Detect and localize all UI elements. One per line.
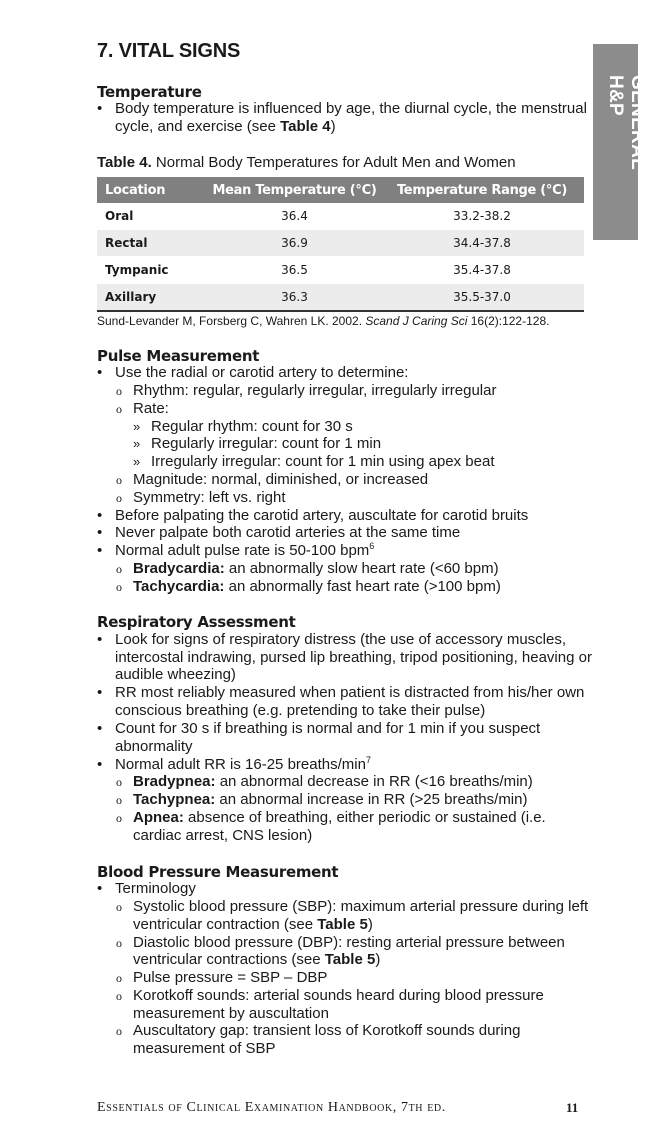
sub-bullet-marker: o <box>116 971 122 985</box>
resp-line: RR most reliably measured when patient is distracted from his/her own <box>115 684 585 701</box>
term: Bradypnea: <box>133 773 216 790</box>
pulse-line: Irregularly irregular: count for 1 min using apex beat <box>151 453 495 470</box>
bullet-marker: • <box>97 524 103 541</box>
table-cell: 33.2-38.2 <box>380 203 584 230</box>
bp-line: Terminology <box>115 880 196 897</box>
resp-line: Bradypnea: an abnormal decrease in RR (<16 breaths/min) <box>133 773 533 790</box>
table-cell: 36.9 <box>209 230 380 257</box>
table-row <box>97 284 584 312</box>
pulse-heading: Pulse Measurement <box>97 347 260 365</box>
pulse-line: Rate: <box>133 400 169 417</box>
temperature-bullet-line: cycle, and exercise (see Table 4) <box>115 118 336 135</box>
table-row <box>97 257 584 284</box>
sub-bullet-marker: o <box>116 580 122 594</box>
bullet-marker: • <box>97 720 103 737</box>
pulse-line: Regular rhythm: count for 30 s <box>151 418 353 435</box>
table-row <box>97 203 584 230</box>
bp-line: measurement of SBP <box>133 1040 276 1057</box>
chapter-title: 7. VITAL SIGNS <box>97 40 241 62</box>
pulse-line: Regularly irregular: count for 1 min <box>151 435 382 452</box>
resp-line: Normal adult RR is 16-25 breaths/$\min^7$ <box>115 755 371 773</box>
sub-bullet-marker: o <box>116 491 122 505</box>
section-side-tab <box>593 44 648 240</box>
table-cell: Rectal <box>97 230 209 257</box>
table-5-reference: Table 5 <box>317 916 368 933</box>
pulse-line: Before palpating the carotid artery, auscultate for carotid bruits <box>115 507 529 524</box>
pulse-line: Rhythm: regular, regularly irregular, irregularly irregular <box>133 382 497 399</box>
bullet-marker: • <box>97 364 103 381</box>
bp-line: measurement by auscultation <box>133 1005 329 1022</box>
sub-bullet-marker: o <box>116 775 122 789</box>
bp-line: Pulse pressure = SBP – DBP <box>133 969 328 986</box>
table-5-reference: Table 5 <box>324 951 376 968</box>
bullet-marker: • <box>97 880 103 897</box>
sub-bullet-marker: o <box>116 402 122 416</box>
table-cell: Tympanic <box>97 257 209 284</box>
bp-line: ventricular contraction (see Table 5) <box>133 916 373 933</box>
bp-line: Korotkoff sounds: arterial sounds heard during blood pressure <box>133 987 544 1004</box>
bullet-marker: • <box>97 507 103 524</box>
table-label: Table 4. <box>97 154 152 171</box>
respiratory-heading: Respiratory Assessment <box>97 613 296 631</box>
table-cell: 36.4 <box>209 203 380 230</box>
resp-line: intercostal indrawing, pursed lip breathing, tripod positioning, heaving or <box>115 649 592 666</box>
pulse-line: Symmetry: left vs. right <box>133 489 286 506</box>
bp-line: Auscultatory gap: transient loss of Korotkoff sounds during <box>133 1022 521 1039</box>
sub-bullet-marker: o <box>116 900 122 914</box>
footnote-ref: 6 <box>369 541 375 551</box>
journal-name: Scand J Caring Sci <box>365 314 468 328</box>
sub-bullet-marker: o <box>116 811 122 825</box>
sub-bullet-marker: o <box>116 384 122 398</box>
bp-line: ventricular contractions (see Table 5) <box>133 951 381 968</box>
table-cell: 35.4-37.8 <box>380 257 584 284</box>
table-cell: 34.4-37.8 <box>380 230 584 257</box>
resp-line: Apnea: absence of breathing, either periodic or sustained (i.e. <box>133 809 546 826</box>
table-4-reference: Table 4 <box>280 118 331 135</box>
resp-line: Count for 30 s if breathing is normal and for 1 min if you suspect <box>115 720 541 737</box>
pulse-line: Normal adult pulse rate is 50-100 bpm$^6$ <box>115 541 375 559</box>
sub-bullet-marker: o <box>116 473 122 487</box>
column-header: Temperature Range (°C) <box>380 177 584 203</box>
table-cell: 36.3 <box>209 284 380 312</box>
sub-bullet-marker: o <box>116 793 122 807</box>
sub-bullet-marker: o <box>116 936 122 950</box>
table-row <box>97 230 584 257</box>
table-cell: Axillary <box>97 284 209 312</box>
sub-sub-bullet-marker: » <box>133 436 141 451</box>
bp-line: Systolic blood pressure (SBP): maximum arterial pressure during left <box>133 898 589 915</box>
bullet-marker: • <box>97 756 103 773</box>
bp-line: Diastolic blood pressure (DBP): resting arterial pressure between <box>133 934 565 951</box>
pulse-line: Tachycardia: an abnormally fast heart rate (>100 bpm) <box>133 578 501 595</box>
bullet-marker: • <box>97 542 103 559</box>
page-number: 11 <box>566 1100 579 1115</box>
temperature-heading: Temperature <box>97 83 202 101</box>
temperature-bullet-line: Body temperature is influenced by age, the diurnal cycle, the menstrual <box>115 100 587 117</box>
resp-line: audible wheezing) <box>115 666 236 683</box>
bullet-marker: • <box>97 100 103 117</box>
table-caption: Table 4. Normal Body Temperatures for Adult Men and Women <box>97 154 516 171</box>
blood-pressure-heading: Blood Pressure Measurement <box>97 863 339 881</box>
term: Apnea: <box>133 809 184 826</box>
temperature-table <box>97 177 584 312</box>
sub-sub-bullet-marker: » <box>133 419 141 434</box>
sub-sub-bullet-marker: » <box>133 454 141 469</box>
column-header: Location <box>97 177 209 203</box>
sub-bullet-marker: o <box>116 562 122 576</box>
side-tab-label: GENERAL H&P <box>605 75 648 170</box>
term: Tachycardia: <box>133 578 225 595</box>
resp-line: abnormality <box>115 738 193 755</box>
bullet-marker: • <box>97 631 103 648</box>
pulse-line: Use the radial or carotid artery to determine: <box>115 364 409 381</box>
term: Tachypnea: <box>133 791 216 808</box>
term: Bradycardia: <box>133 560 225 577</box>
resp-line: Tachypnea: an abnormal increase in RR (>25 breaths/min) <box>133 791 528 808</box>
pulse-line: Never palpate both carotid arteries at the same time <box>115 524 461 541</box>
table-cell: Oral <box>97 203 209 230</box>
resp-line: Look for signs of respiratory distress (the use of accessory muscles, <box>115 631 567 648</box>
table-header-row <box>97 177 584 203</box>
sub-bullet-marker: o <box>116 989 122 1003</box>
resp-line: cardiac arrest, CNS lesion) <box>133 827 313 844</box>
table-cell: 35.5-37.0 <box>380 284 584 312</box>
resp-line: conscious breathing (e.g. pretending to take their pulse) <box>115 702 486 719</box>
footnote-ref: 7 <box>365 755 371 765</box>
column-header: Mean Temperature (°C) <box>209 177 380 203</box>
pulse-line: Bradycardia: an abnormally slow heart rate (<60 bpm) <box>133 560 499 577</box>
sub-bullet-marker: o <box>116 1024 122 1038</box>
bullet-marker: • <box>97 684 103 701</box>
table-source-citation: Sund-Levander M, Forsberg C, Wahren LK. 2002. Scand J Caring Sci 16(2):122-128. <box>97 314 550 328</box>
table-cell: 36.5 <box>209 257 380 284</box>
pulse-line: Magnitude: normal, diminished, or increased <box>133 471 429 488</box>
book-title-footer: Essentials of Clinical Examination Handbook, 7th ed. <box>97 1100 446 1115</box>
